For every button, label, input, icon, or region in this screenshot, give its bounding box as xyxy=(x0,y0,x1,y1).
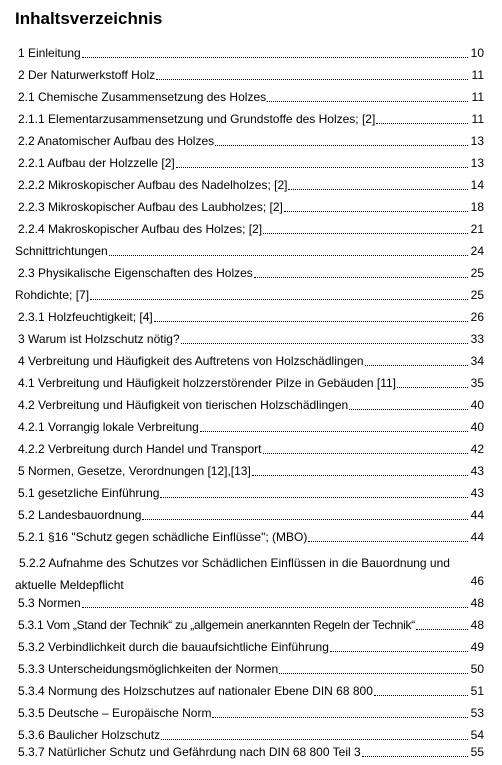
toc-entry[interactable] xyxy=(0,266,502,286)
toc-entry[interactable] xyxy=(0,596,502,616)
toc-entry-page: 54 xyxy=(470,728,484,742)
toc-entry-page: 55 xyxy=(470,745,484,759)
leader-dots xyxy=(156,79,468,80)
toc-entry-page: 25 xyxy=(470,288,484,302)
toc-entry[interactable] xyxy=(0,178,502,198)
toc-entry-label: 1 Einleitung xyxy=(18,46,81,60)
toc-entry-label: 5.2.2 Aufnahme des Schutzes vor Schädlichen Einflüssen in die Bauordnung und aktuelle Meldepflicht xyxy=(15,556,450,592)
leader-dots xyxy=(215,145,468,146)
page-title: Inhaltsverzeichnis xyxy=(15,9,163,28)
leader-dots xyxy=(109,255,468,256)
leader-dots xyxy=(176,167,468,168)
toc-entry-page: 53 xyxy=(470,706,484,720)
toc-entry-label: 2.2.4 Makroskopischer Aufbau des Holzes; [2] xyxy=(18,222,263,236)
leader-dots xyxy=(288,189,468,190)
toc-entry-page: 18 xyxy=(470,200,484,214)
leader-dots xyxy=(200,431,468,432)
toc-entry-page: 11 xyxy=(471,68,484,82)
toc-entry[interactable] xyxy=(0,112,502,132)
leader-dots xyxy=(142,519,468,520)
leader-dots xyxy=(160,497,468,498)
leader-dots xyxy=(330,651,468,652)
toc-entry-label: 2.2.3 Mikroskopischer Aufbau des Laubholzes; [2] xyxy=(18,200,283,214)
leader-dots xyxy=(82,607,468,608)
toc-entry-label: 2.2 Anatomischer Aufbau des Holzes xyxy=(18,134,215,148)
leader-dots xyxy=(212,717,468,718)
toc-entry[interactable] xyxy=(0,486,502,506)
toc-entry-label: 2.1.1 Elementarzusammensetzung und Grundstoffe des Holzes; [2] xyxy=(18,112,376,126)
toc-entry[interactable] xyxy=(0,706,502,726)
leader-dots xyxy=(154,321,468,322)
toc-entry-label: 2 Der Naturwerkstoff Holz xyxy=(18,68,156,82)
toc-entry-label: 2.3.1 Holzfeuchtigkeit; [4] xyxy=(18,310,153,324)
toc-entry-label: 4.2 Verbreitung und Häufigkeit von tierischen Holzschädlingen xyxy=(18,398,349,412)
toc-entry-page: 24 xyxy=(470,244,484,258)
toc-entry-page: 33 xyxy=(470,332,484,346)
toc-entry-page: 11 xyxy=(471,112,484,126)
toc-entry[interactable] xyxy=(0,420,502,440)
toc-entry[interactable] xyxy=(0,288,502,308)
toc-entry-page: 43 xyxy=(470,464,484,478)
toc-entry-page: 11 xyxy=(471,90,484,104)
toc-entry-label: 2.1 Chemische Zusammensetzung des Holzes xyxy=(18,90,267,104)
toc-entry-label: 2.3 Physikalische Eigenschaften des Holzes xyxy=(18,266,253,280)
toc-entry-label: 5.3.1 Vom „Stand der Technik“ zu „allgemein anerkannten Regeln der Technik“ xyxy=(18,618,416,632)
toc-entry-page: 50 xyxy=(470,662,484,676)
toc-entry-label: 2.2.2 Mikroskopischer Aufbau des Nadelholzes; [2] xyxy=(18,178,288,192)
leader-dots xyxy=(365,365,468,366)
toc-entry-label: 4 Verbreitung und Häufigkeit des Auftretens von Holzschädlingen xyxy=(18,354,364,368)
toc-entry[interactable] xyxy=(0,640,502,660)
toc-entry[interactable] xyxy=(0,684,502,704)
toc-entry-label: 4.2.2 Verbreitung durch Handel und Transport xyxy=(18,442,262,456)
toc-entry-label: 5.2 Landesbauordnung xyxy=(18,508,142,522)
toc-entry[interactable] xyxy=(0,464,502,484)
toc-entry-page: 21 xyxy=(470,222,484,236)
toc-entry-page: 51 xyxy=(470,684,484,698)
toc-entry-page: 44 xyxy=(470,508,484,522)
toc-entry[interactable] xyxy=(0,662,502,682)
leader-dots xyxy=(254,277,468,278)
toc-entry[interactable] xyxy=(0,244,502,264)
leader-dots xyxy=(284,211,468,212)
toc-entry[interactable] xyxy=(0,442,502,462)
toc-entry-page: 46 xyxy=(468,574,484,589)
leader-dots xyxy=(416,629,468,630)
toc-entry-label: Rohdichte; [7] xyxy=(15,288,90,302)
leader-dots xyxy=(362,756,468,757)
toc-entry[interactable] xyxy=(0,90,502,110)
toc-entry[interactable] xyxy=(0,398,502,418)
toc-entry-page: 48 xyxy=(470,596,484,610)
toc-entry-page: 26 xyxy=(470,310,484,324)
toc-entry-page: 42 xyxy=(470,442,484,456)
toc-entry-label: Schnittrichtungen xyxy=(15,244,108,258)
toc-entry[interactable] xyxy=(0,618,502,638)
toc-entry[interactable] xyxy=(0,376,502,396)
toc-entry[interactable] xyxy=(0,332,502,352)
toc-entry-page: 34 xyxy=(470,354,484,368)
toc-entry[interactable] xyxy=(0,68,502,88)
toc-entry-page: 13 xyxy=(470,134,484,148)
toc-entry-label: 5.3.7 Natürlicher Schutz und Gefährdung nach DIN 68 800 Teil 3 xyxy=(18,745,361,759)
leader-dots xyxy=(263,453,469,454)
toc-entry-label: 3 Warum ist Holzschutz nötig? xyxy=(18,332,180,346)
toc-entry-label: 2.2.1 Aufbau der Holzzelle [2] xyxy=(18,156,175,170)
leader-dots xyxy=(82,57,468,58)
toc-entry[interactable] xyxy=(0,552,502,594)
toc-entry-label: 5.3.2 Verbindlichkeit durch die bauaufsichtliche Einführung xyxy=(18,640,329,654)
toc-entry-label: 5.2.1 §16 "Schutz gegen schädliche Einflüsse"; (MBO) xyxy=(18,530,308,544)
toc-entry[interactable] xyxy=(0,354,502,374)
toc-entry-label: 4.2.1 Vorrangig lokale Verbreitung xyxy=(18,420,199,434)
toc-entry-page: 13 xyxy=(470,156,484,170)
toc-entry[interactable] xyxy=(0,156,502,176)
leader-dots xyxy=(279,673,468,674)
toc-entry-page: 49 xyxy=(470,640,484,654)
toc-entry-page: 40 xyxy=(470,420,484,434)
toc-entry[interactable] xyxy=(0,200,502,220)
leader-dots xyxy=(397,387,468,388)
toc-entry-page: 48 xyxy=(470,618,484,632)
toc-entry[interactable] xyxy=(0,46,502,66)
leader-dots xyxy=(90,299,468,300)
leader-dots xyxy=(308,541,468,542)
toc-entry-page: 44 xyxy=(470,530,484,544)
toc-entry-page: 25 xyxy=(470,266,484,280)
toc-entry-label: 5.1 gesetzliche Einführung xyxy=(18,486,160,500)
leader-dots xyxy=(349,409,468,410)
leader-dots xyxy=(181,343,468,344)
toc-entry-label: 5.3.6 Baulicher Holzschutz xyxy=(18,728,161,742)
leader-dots xyxy=(267,101,468,102)
leader-dots xyxy=(263,233,468,234)
toc-entry-page: 14 xyxy=(470,178,484,192)
toc-entry-label: 5.3.3 Unterscheidungsmöglichkeiten der Normen xyxy=(18,662,279,676)
toc-entry[interactable] xyxy=(0,530,502,550)
toc-entry[interactable] xyxy=(0,745,502,765)
toc-entry[interactable] xyxy=(0,310,502,330)
toc-entry[interactable] xyxy=(0,134,502,154)
toc-entry[interactable] xyxy=(0,508,502,528)
toc-entry-label: 4.1 Verbreitung und Häufigkeit holzzerstörender Pilze in Gebäuden [11] xyxy=(18,376,397,390)
leader-dots xyxy=(252,475,468,476)
leader-dots xyxy=(376,123,468,124)
toc-entry[interactable] xyxy=(0,222,502,242)
toc-entry-label: 5 Normen, Gesetze, Verordnungen [12],[13] xyxy=(18,464,251,478)
toc-entry-label: 5.3 Normen xyxy=(18,596,81,610)
toc-entry-page: 10 xyxy=(470,46,484,60)
toc-entry-page: 35 xyxy=(470,376,484,390)
toc-entry-page: 40 xyxy=(470,398,484,412)
toc-entry-label: 5.3.5 Deutsche – Europäische Norm xyxy=(18,706,212,720)
leader-dots xyxy=(161,739,468,740)
toc-entry-page: 43 xyxy=(470,486,484,500)
leader-dots xyxy=(374,695,468,696)
toc-entry-label: 5.3.4 Normung des Holzschutzes auf nationaler Ebene DIN 68 800 xyxy=(18,684,373,698)
